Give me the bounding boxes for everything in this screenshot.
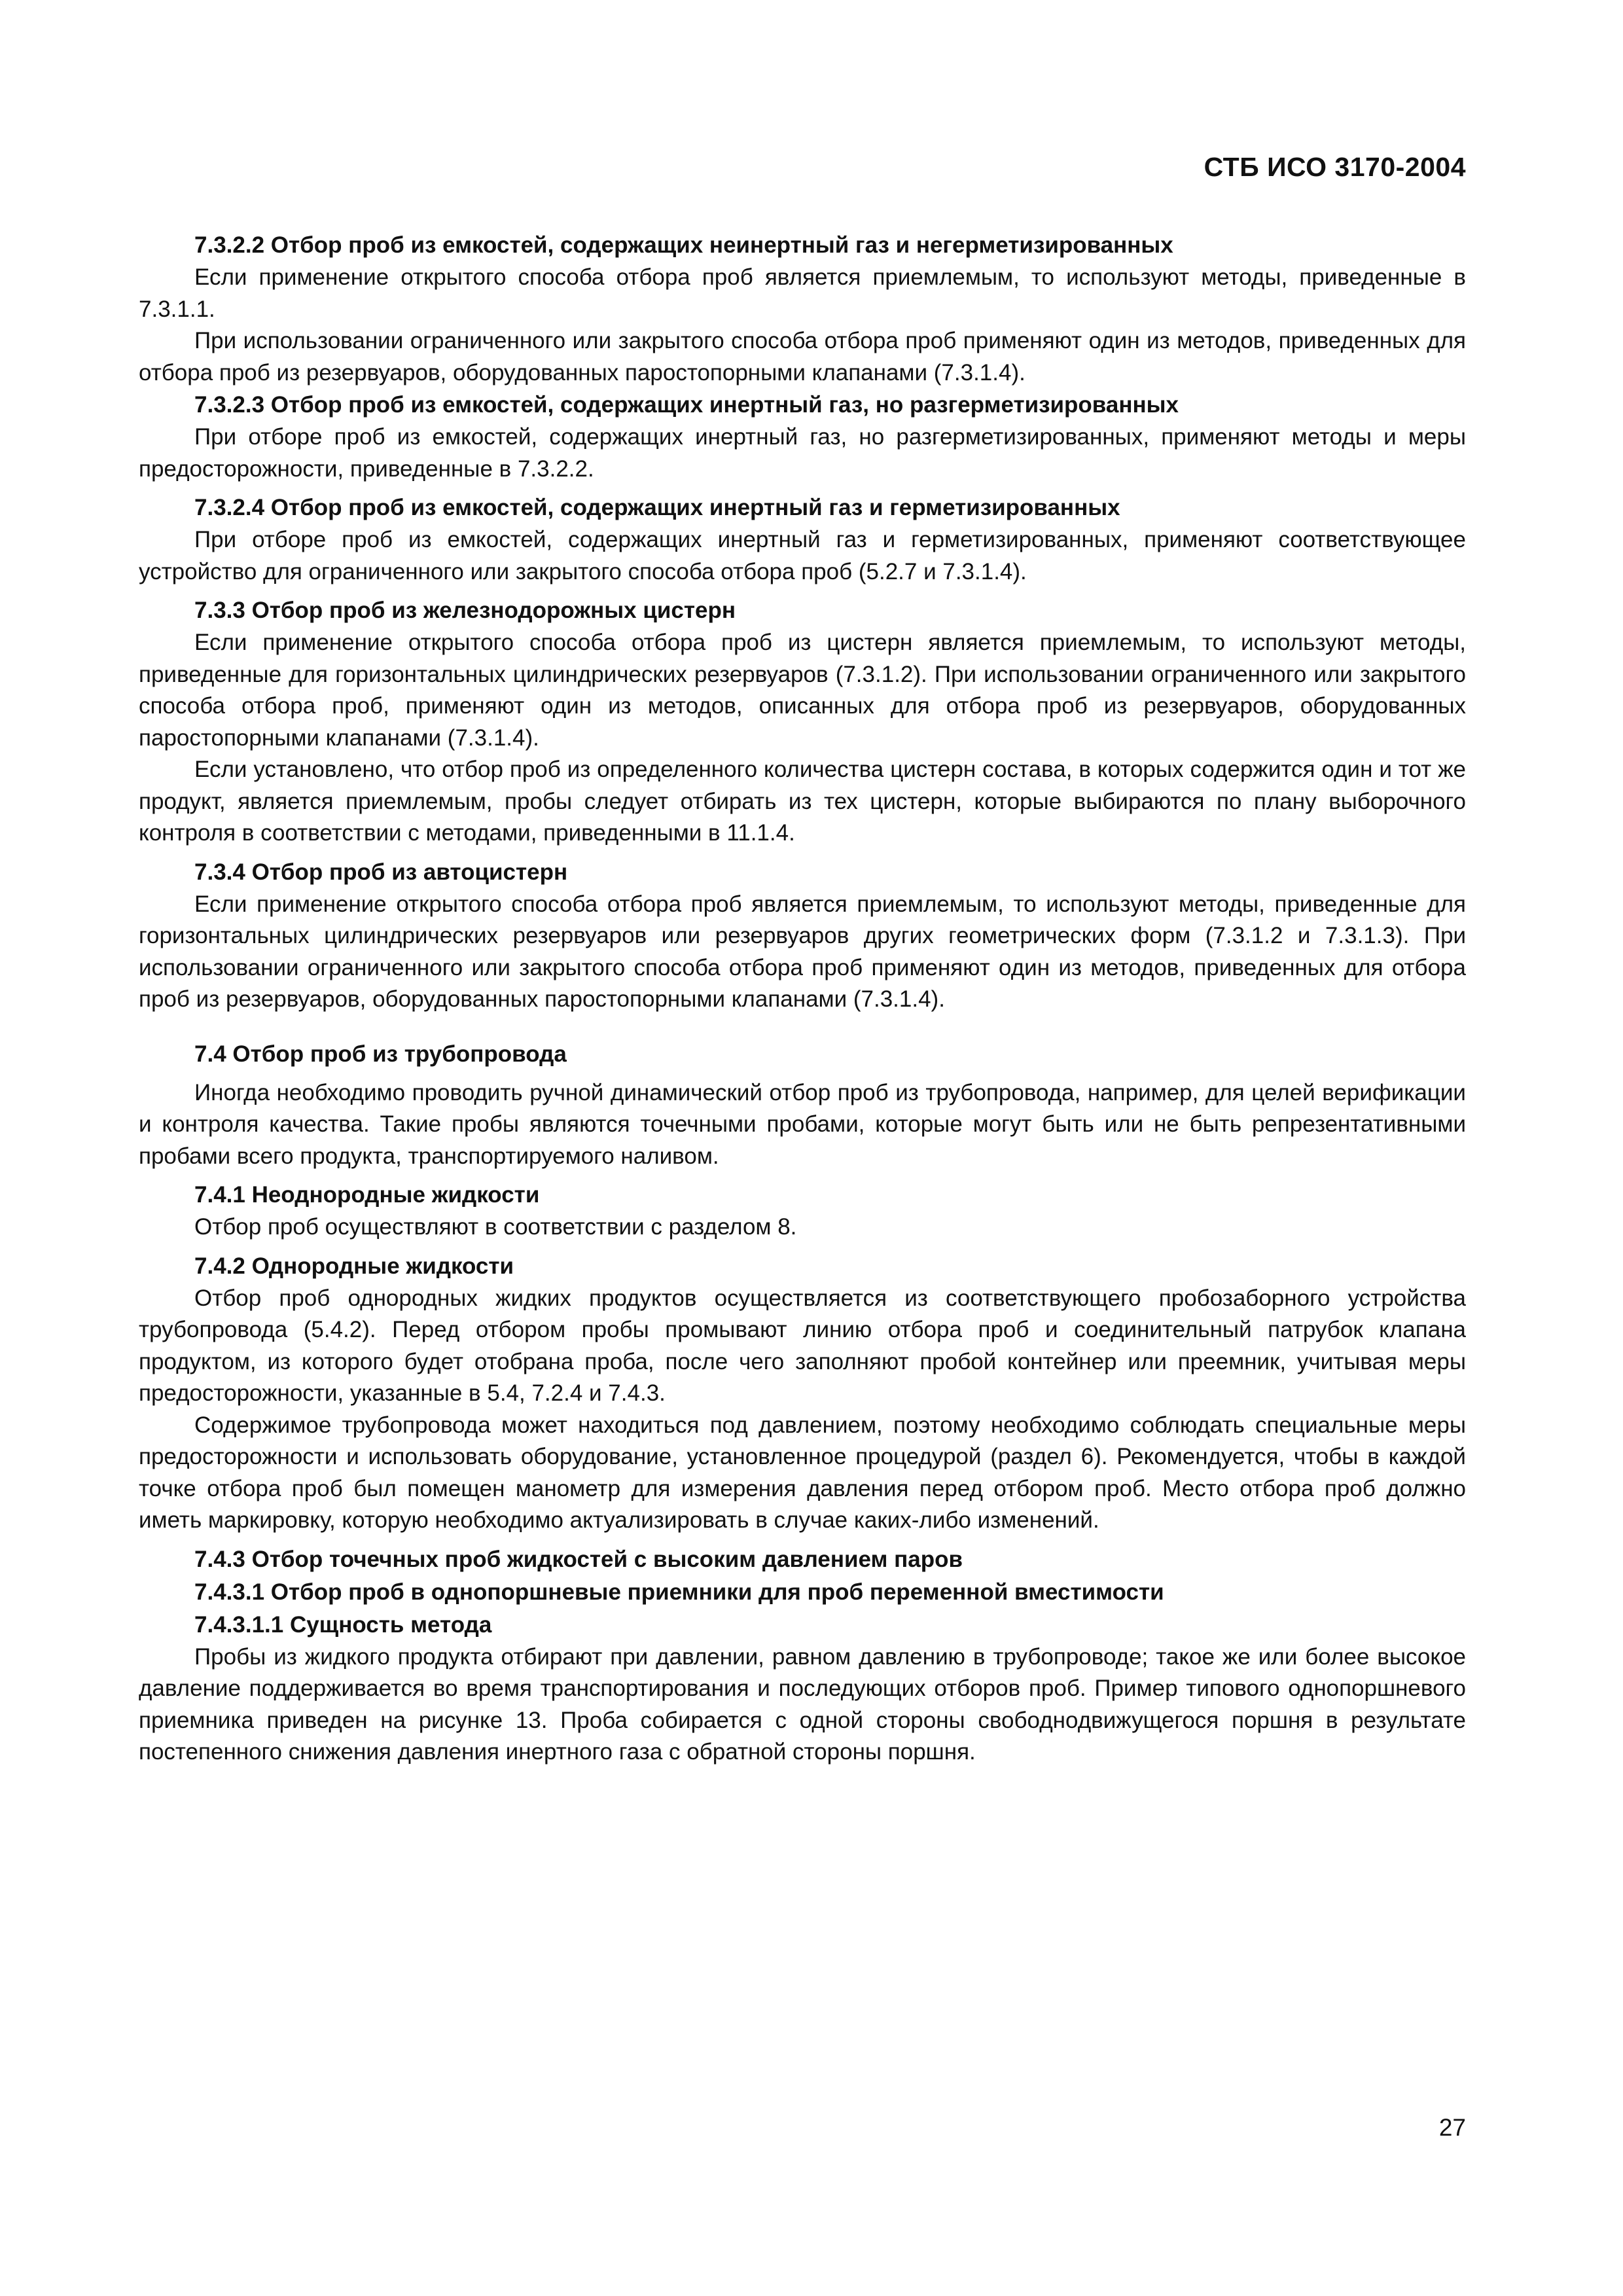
section-7-3-2-4-title: 7.3.2.4 Отбор проб из емкостей, содержащих инертный газ и герметизированных (194, 495, 1120, 520)
section-7-4-3-1-1-paragraph-1: Пробы из жидкого продукта отбирают при давлении, равном давлению в трубопроводе; такое же или более высокое давление поддерживается во время транспортирования и последующих отборов проб. Пример типового однопоршневого приемника приведен на рисунке 13. Проба собирается с одной стороны свободнодвижущегося поршня в результате постепенного снижения давления инертного газа с обратной стороны поршня. (139, 1643, 1466, 1765)
section-7-3-2-4-paragraph-1: При отборе проб из емкостей, содержащих инертный газ и герметизированных, применяют соответствующее устройство для ограниченного или закрытого способа отбора проб (5.2.7 и 7.3.1.4). (139, 527, 1466, 584)
section-7-3-2-2-title: 7.3.2.2 Отбор проб из емкостей, содержащих неинертный газ и негерметизированных (194, 232, 1173, 258)
document-code: СТБ ИСО 3170-2004 (1204, 152, 1466, 182)
page-number: 27 (1438, 2114, 1466, 2141)
section-7-3-2-2-paragraph-1: Если применение открытого способа отбора проб является приемлемым, то используют методы, приведенные в 7.3.1.1. (139, 264, 1466, 322)
section-7-3-4-paragraph-1: Если применение открытого способа отбора проб является приемлемым, то используют методы, приведенные для горизонтальных цилиндрических резервуаров или резервуаров других геометрических форм (7.3.1.2 и 7.3.1.3). При использовании ограниченного или закрытого способа отбора проб применяют один из методов, приведенных для отбора проб из резервуаров, оборудованных паростопорными клапанами (7.3.1.4). (139, 891, 1466, 1012)
section-7-3-2-2-paragraph-2: При использовании ограниченного или закрытого способа отбора проб применяют один из методов, приведенных для отбора проб из резервуаров, оборудованных паростопорными клапанами (7.3.1.4). (139, 328, 1466, 386)
section-7-3-2-3-title: 7.3.2.3 Отбор проб из емкостей, содержащих инертный газ, но разгерметизированных (194, 392, 1179, 418)
section-7-4-2-paragraph-2: Содержимое трубопровода может находиться под давлением, поэтому необходимо соблюдать специальные меры предосторожности и использовать оборудование, установленное процедурой (раздел 6). Рекомендуется, чтобы в каждой точке отбора проб был помещен манометр для измерения давления перед отбором проб. Место отбора проб должно иметь маркировку, которую необходимо актуализировать в случае каких-либо изменений. (139, 1412, 1466, 1533)
section-7-3-2-3-paragraph-1: При отборе проб из емкостей, содержащих инертный газ, но разгерметизированных, применяют методы и меры предосторожности, приведенные в 7.3.2.2. (139, 424, 1466, 482)
section-7-4-2-paragraph-1: Отбор проб однородных жидких продуктов осуществляется из соответствующего пробозаборного устройства трубопровода (5.4.2). Перед отбором пробы промывают линию отбора проб и соединительный патрубок клапана продуктом, из которого будет отобрана проба, после чего заполняют пробой контейнер или преемник, учитывая меры предосторожности, указанные в 5.4, 7.2.4 и 7.4.3. (139, 1285, 1466, 1406)
section-7-4-2-title: 7.4.2 Однородные жидкости (194, 1253, 514, 1279)
section-7-4-3-title: 7.4.3 Отбор точечных проб жидкостей с высоким давлением паров (194, 1546, 963, 1572)
section-7-3-3-paragraph-2: Если установлено, что отбор проб из определенного количества цистерн состава, в которых содержится один и тот же продукт, является приемлемым, пробы следует отбирать из тех цистерн, которые выбираются по плану выборочного контроля в соответствии с методами, приведенными в 11.1.4. (139, 757, 1466, 846)
section-7-3-4-title: 7.3.4 Отбор проб из автоцистерн (194, 859, 568, 885)
section-7-4-1-paragraph-1: Отбор проб осуществляют в соответствии с разделом 8. (194, 1214, 797, 1240)
section-7-4-1-title: 7.4.1 Неоднородные жидкости (194, 1182, 540, 1208)
section-7-4-title: 7.4 Отбор проб из трубопровода (194, 1041, 567, 1067)
document-body (139, 229, 1466, 1768)
section-7-4-3-1-1-title: 7.4.3.1.1 Сущность метода (194, 1611, 492, 1638)
section-7-4-3-1-title: 7.4.3.1 Отбор проб в однопоршневые приемники для проб переменной вместимости (194, 1579, 1164, 1605)
section-7-3-3-title: 7.3.3 Отбор проб из железнодорожных цистерн (194, 598, 736, 623)
section-7-3-3-paragraph-1: Если применение открытого способа отбора проб из цистерн является приемлемым, то используют методы, приведенные для горизонтальных цилиндрических резервуаров (7.3.1.2). При использовании ограниченного или закрытого способа отбора проб, применяют один из методов, описанных для отбора проб из резервуаров, оборудованных паростопорными клапанами (7.3.1.4). (139, 630, 1466, 751)
section-7-4-paragraph-1: Иногда необходимо проводить ручной динамический отбор проб из трубопровода, например, для целей верификации и контроля качества. Такие пробы являются точечными пробами, которые могут быть или не быть репрезентативными пробами всего продукта, транспортируемого наливом. (139, 1079, 1466, 1169)
